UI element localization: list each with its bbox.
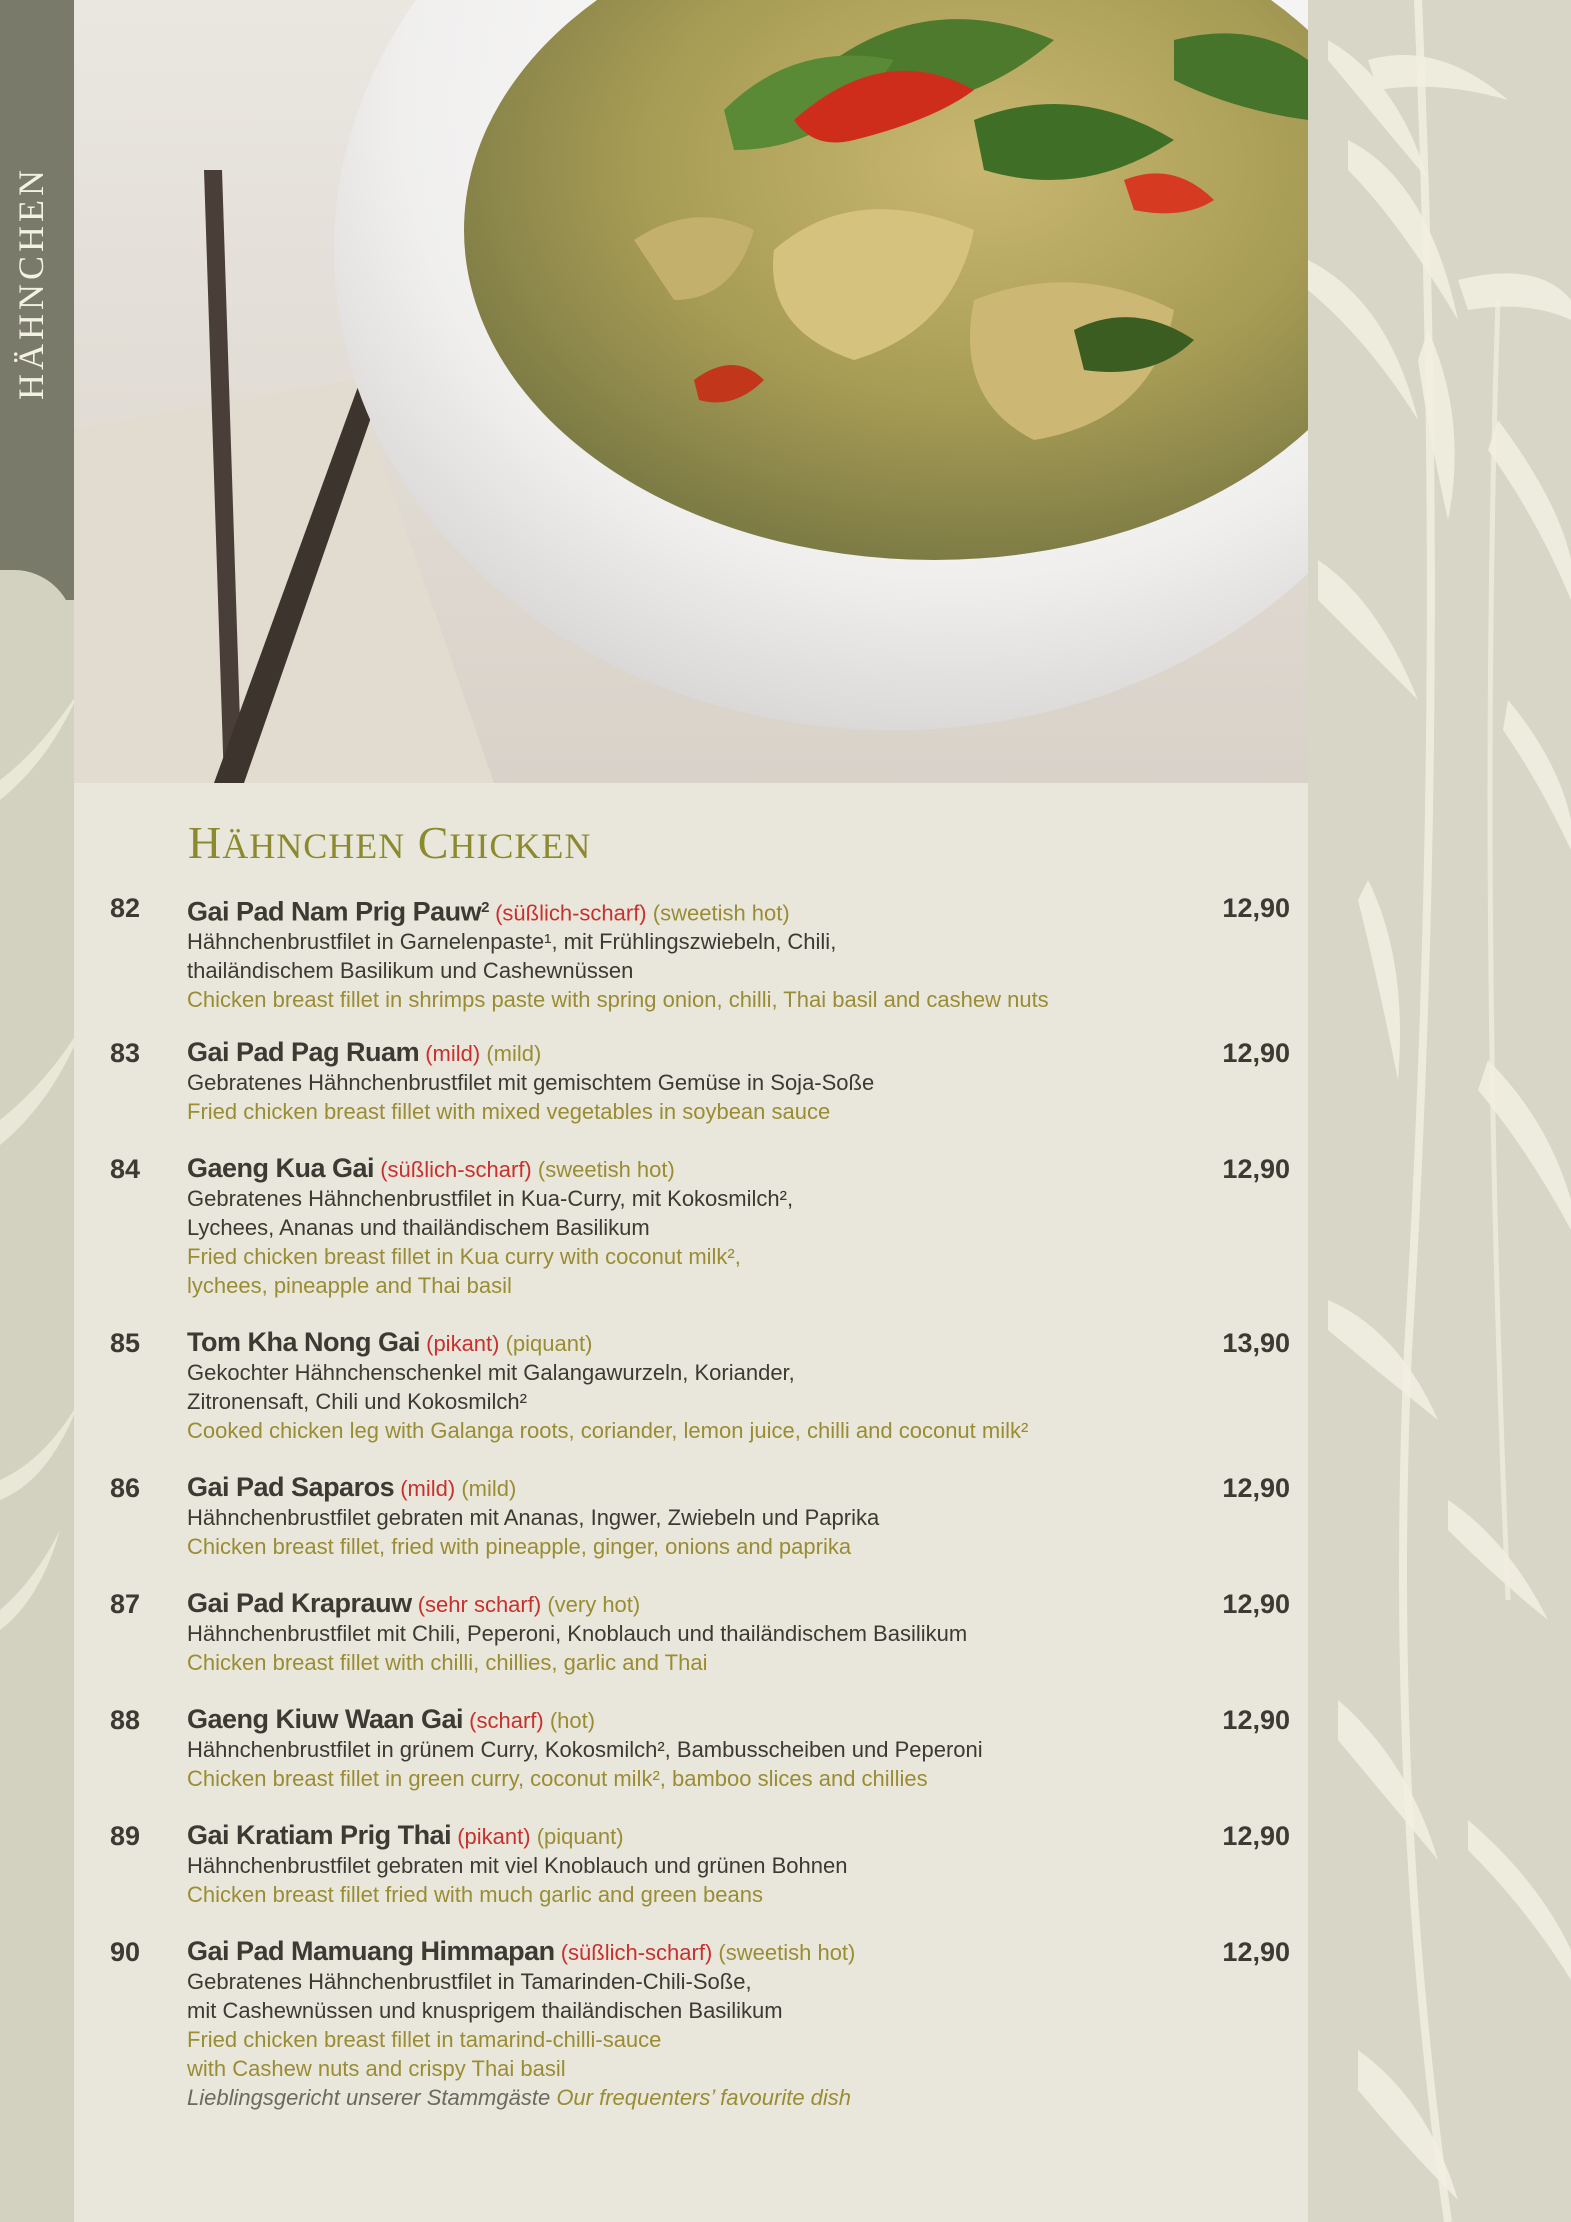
favourite-note-english: Our frequenters’ favourite dish (556, 2085, 852, 2110)
heat-level-german: (sehr scharf) (417, 1592, 542, 1617)
item-number: 85 (110, 1328, 141, 1358)
dish-name: Gaeng Kua Gai (187, 1153, 375, 1183)
heat-level-english: (mild) (461, 1476, 517, 1501)
description-english: Chicken breast fillet in green curry, coconut milk², bamboo slices and chillies (187, 1766, 928, 1791)
favourite-dish-note (187, 2083, 1290, 2112)
menu-item (110, 1821, 1290, 1937)
description-english: lychees, pineapple and Thai basil (187, 1273, 512, 1298)
green-curry-photo (74, 0, 1308, 783)
item-number: 87 (110, 1589, 141, 1619)
item-number: 90 (110, 1937, 141, 1967)
description-german: Zitronensaft, Chili und Kokosmilch² (187, 1389, 527, 1414)
item-price: 12,90 (1222, 1821, 1290, 1851)
dish-name: Gai Pad Kraprauw (187, 1588, 412, 1618)
item-number: 88 (110, 1705, 141, 1735)
description-german: Lychees, Ananas und thailändischem Basilikum (187, 1215, 650, 1240)
item-number: 89 (110, 1821, 141, 1851)
side-tab-header (0, 0, 74, 600)
heat-level-english: (sweetish hot) (718, 1940, 856, 1965)
description-german: Gebratenes Hähnchenbrustfilet in Tamarinden-Chili-Soße, (187, 1969, 752, 1994)
dish-name: Gai Pad Pag Ruam (187, 1037, 420, 1067)
description-german: Hähnchenbrustfilet in Garnelenpaste¹, mit Frühlingszwiebeln, Chili, (187, 929, 837, 955)
allergen-superscript: 2 (481, 899, 489, 916)
section-title: HÄHNCHEN CHICKEN (188, 817, 592, 868)
dish-name: Tom Kha Nong Gai (187, 1327, 420, 1357)
description-english: Cooked chicken leg with Galanga roots, coriander, lemon juice, chilli and coconut milk² (187, 1418, 1029, 1443)
item-price: 12,90 (1222, 1937, 1290, 1967)
heat-level-german: (scharf) (469, 1708, 544, 1733)
menu-item (110, 1937, 1290, 2117)
dish-name: Gai Kratiam Prig Thai (187, 1820, 452, 1850)
description-english: Chicken breast fillet, fried with pineapple, ginger, onions and paprika (187, 1534, 852, 1559)
item-price: 12,90 (1222, 1705, 1290, 1735)
item-price: 12,90 (1222, 1038, 1290, 1068)
description-german: Hähnchenbrustfilet gebraten mit Ananas, Ingwer, Zwiebeln und Paprika (187, 1505, 880, 1530)
heat-level-english: (sweetish hot) (652, 900, 790, 926)
dish-name: Gai Pad Mamuang Himmapan (187, 1936, 555, 1966)
bamboo-leaves-right-decoration (1308, 0, 1571, 2222)
description-english: Fried chicken breast fillet in Kua curry with coconut milk², (187, 1244, 741, 1269)
heat-level-german: (süßlich-scharf) (380, 1157, 532, 1182)
description-english: Chicken breast fillet fried with much garlic and green beans (187, 1882, 763, 1907)
menu-item (110, 1328, 1290, 1473)
menu-item (110, 1473, 1290, 1589)
item-price: 12,90 (1222, 1473, 1290, 1503)
item-price: 12,90 (1222, 893, 1290, 923)
heat-level-english: (sweetish hot) (537, 1157, 675, 1182)
item-price: 12,90 (1222, 1589, 1290, 1619)
dish-name: Gai Pad Saparos (187, 1472, 395, 1502)
heat-level-english: (hot) (549, 1708, 596, 1733)
heat-level-german: (mild) (400, 1476, 456, 1501)
description-german: Hähnchenbrustfilet mit Chili, Peperoni, Knoblauch und thailändischem Basilikum (187, 1621, 968, 1646)
menu-item (110, 1154, 1290, 1328)
heat-level-german: (süßlich-scharf) (495, 900, 647, 926)
description-english: Fried chicken breast fillet with mixed vegetables in soybean sauce (187, 1099, 831, 1124)
item-price: 12,90 (1222, 1154, 1290, 1184)
heat-level-english: (very hot) (547, 1592, 641, 1617)
description-german: mit Cashewnüssen und knusprigem thailändischen Basilikum (187, 1998, 783, 2023)
description-german: Hähnchenbrustfilet in grünem Curry, Kokosmilch², Bambusscheiben und Peperoni (187, 1737, 983, 1762)
menu-item (110, 893, 1290, 1038)
description-german: Hähnchenbrustfilet gebraten mit viel Knoblauch und grünen Bohnen (187, 1853, 848, 1878)
description-english: with Cashew nuts and crispy Thai basil (187, 2056, 566, 2081)
description-english: Chicken breast fillet in shrimps paste with spring onion, chilli, Thai basil and cashew nuts (187, 987, 1049, 1013)
description-german: Gebratenes Hähnchenbrustfilet in Kua-Curry, mit Kokosmilch², (187, 1186, 794, 1211)
heat-level-german: (süßlich-scharf) (560, 1940, 713, 1965)
heat-level-english: (mild) (486, 1041, 542, 1066)
side-tab-label: HÄHNCHEN (11, 166, 51, 400)
heat-level-german: (pikant) (426, 1331, 500, 1356)
item-number: 82 (110, 893, 141, 923)
description-german: Gebratenes Hähnchenbrustfilet mit gemischtem Gemüse in Soja-Soße (187, 1070, 875, 1095)
heat-level-english: (piquant) (505, 1331, 593, 1356)
dish-name: Gai Pad Nam Prig Pauw (187, 896, 482, 927)
description-german: thailändischem Basilikum und Cashewnüssen (187, 958, 634, 984)
heat-level-english: (piquant) (536, 1824, 624, 1849)
description-english: Chicken breast fillet with chilli, chillies, garlic and Thai (187, 1650, 708, 1675)
dish-name: Gaeng Kiuw Waan Gai (187, 1704, 464, 1734)
item-number: 84 (110, 1154, 141, 1184)
description-english: Fried chicken breast fillet in tamarind-chilli-sauce (187, 2027, 662, 2052)
menu-list (110, 893, 1290, 2117)
menu-item (110, 1038, 1290, 1154)
item-price: 13,90 (1222, 1328, 1290, 1358)
description-german: Gekochter Hähnchenschenkel mit Galangawurzeln, Koriander, (187, 1360, 795, 1385)
favourite-note-german: Lieblingsgericht unserer Stammgäste (187, 2085, 551, 2110)
item-number: 86 (110, 1473, 141, 1503)
menu-item (110, 1705, 1290, 1821)
heat-level-german: (mild) (425, 1041, 481, 1066)
heat-level-german: (pikant) (457, 1824, 531, 1849)
item-number: 83 (110, 1038, 141, 1068)
menu-item (110, 1589, 1290, 1705)
